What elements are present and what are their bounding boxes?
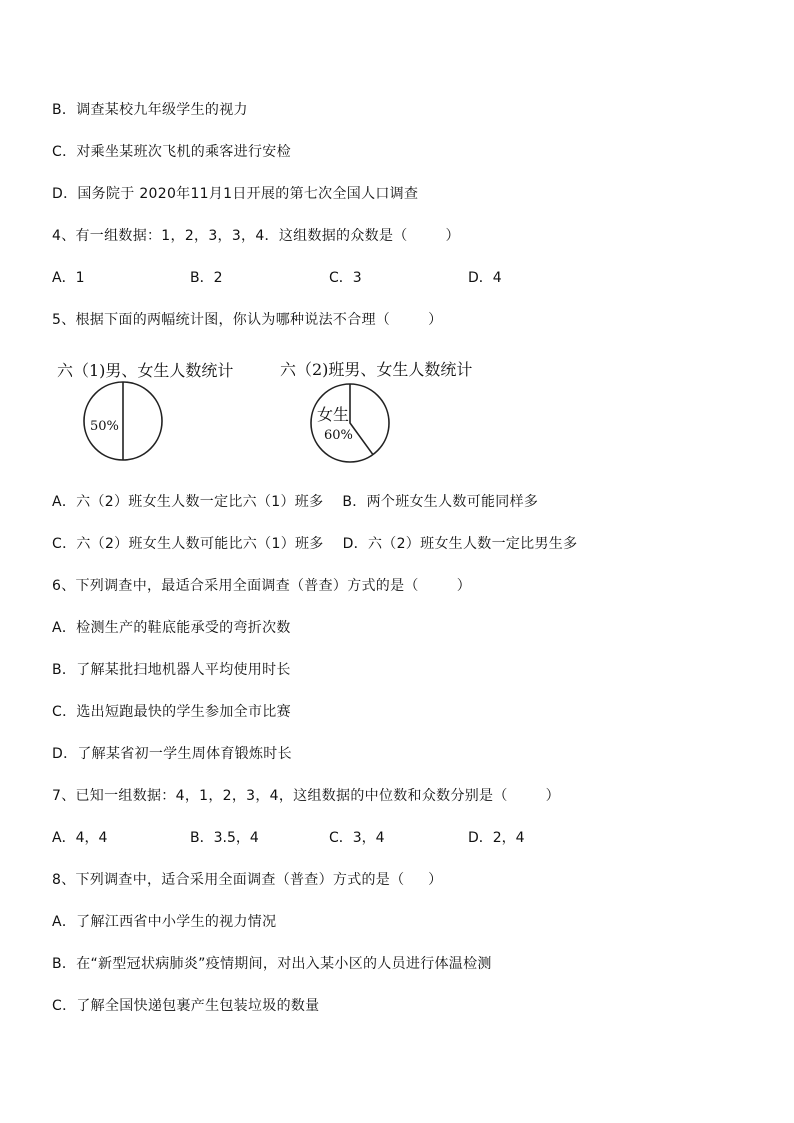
q8-option-a: A．了解江西省中小学生的视力情况 <box>52 914 277 930</box>
q6-option-d: D．了解某省初一学生周体育锻炼时长 <box>52 746 292 762</box>
q8-option-b: B．在“新型冠状病肺炎”疫情期间，对出入某小区的人员进行体温检测 <box>52 956 492 972</box>
question-5: 5、根据下面的两幅统计图，你认为哪种说法不合理（ ） <box>52 312 443 328</box>
chart2-pie <box>309 382 391 464</box>
chart2-title: 六（2)班男、女生人数统计 <box>280 360 473 379</box>
chart1-title: 六（1)男、女生人数统计 <box>57 361 234 380</box>
q3-option-c: C．对乘坐某班次飞机的乘客进行安检 <box>52 144 291 160</box>
q5-options-ab: A．六（2）班女生人数一定比六（1）班多 B．两个班女生人数可能同样多 <box>52 494 539 510</box>
question-4: 4、有一组数据：1，2，3，3，4．这组数据的众数是（ ） <box>52 228 460 244</box>
q3-option-b: B．调查某校九年级学生的视力 <box>52 102 248 118</box>
q3-option-d: D．国务院于 2020年11月1日开展的第七次全国人口调查 <box>52 186 419 202</box>
q7-option-a: A．4，4 <box>52 830 108 846</box>
q7-option-c: C．3，4 <box>329 830 385 846</box>
q4-option-b: B．2 <box>190 270 223 286</box>
question-6: 6、下列调查中，最适合采用全面调查（普查）方式的是（ ） <box>52 578 472 594</box>
q7-option-d: D．2，4 <box>468 830 525 846</box>
q5-options-cd: C．六（2）班女生人数可能比六（1）班多 D．六（2）班女生人数一定比男生多 <box>52 536 578 552</box>
q6-option-c: C．选出短跑最快的学生参加全市比赛 <box>52 704 291 720</box>
chart1-pie <box>82 380 164 462</box>
q8-option-c: C．了解全国快递包裹产生包装垃圾的数量 <box>52 998 320 1014</box>
chart2-label-percent: 60% <box>324 428 353 443</box>
q4-option-c: C．3 <box>329 270 362 286</box>
chart2-divider <box>350 384 373 455</box>
chart2-label-girls: 女生 <box>317 405 350 424</box>
q7-option-b: B．3.5，4 <box>190 830 259 846</box>
chart1-label: 50% <box>90 419 119 434</box>
question-7: 7、已知一组数据：4，1，2，3，4，这组数据的中位数和众数分别是（ ） <box>52 788 560 804</box>
question-8: 8、下列调查中，适合采用全面调查（普查）方式的是（ ） <box>52 872 443 888</box>
q4-option-a: A．1 <box>52 270 85 286</box>
q4-option-d: D．4 <box>468 270 502 286</box>
q6-option-b: B．了解某批扫地机器人平均使用时长 <box>52 662 291 678</box>
q6-option-a: A．检测生产的鞋底能承受的弯折次数 <box>52 620 291 636</box>
